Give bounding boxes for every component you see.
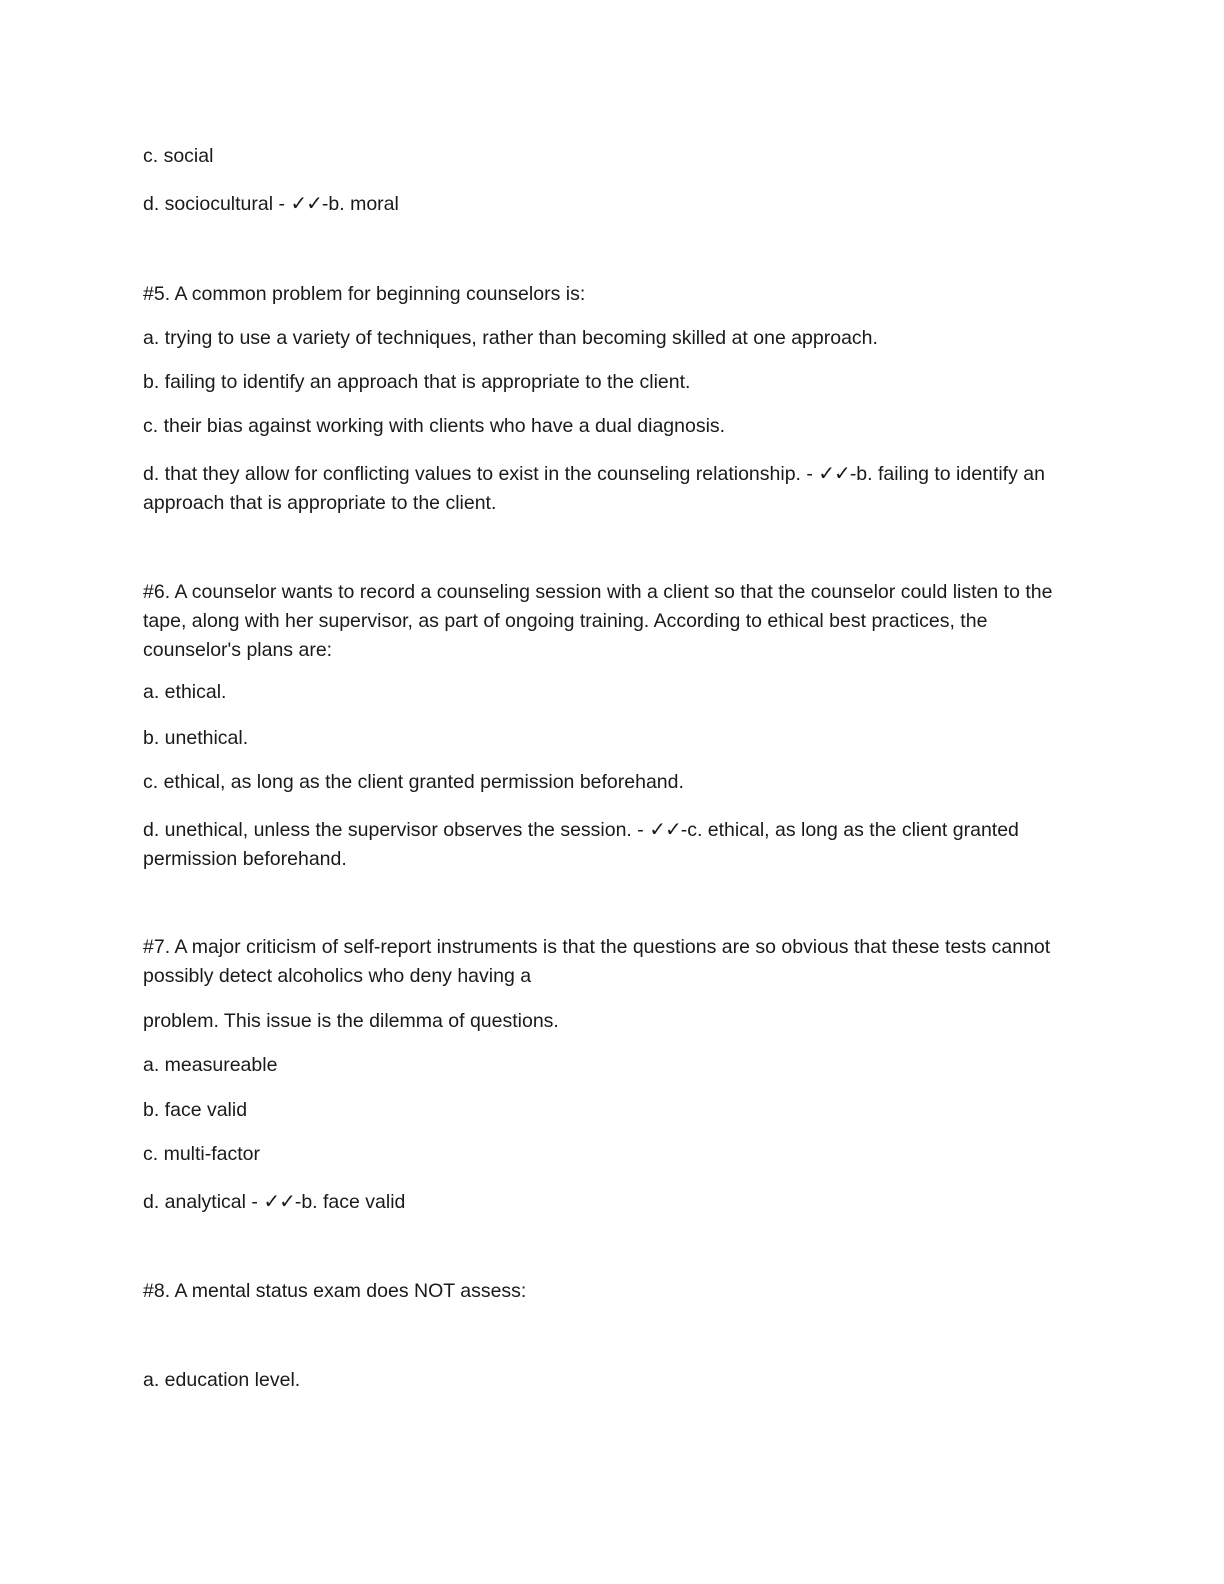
q8-question: #8. A mental status exam does NOT assess: bbox=[143, 1280, 527, 1302]
q5-option-d-text: d. that they allow for conflicting values to exist in the counseling relationship. - bbox=[143, 463, 819, 485]
double-check-icon: ✓✓ bbox=[818, 461, 850, 485]
q5-option-c: c. their bias against working with clients who have a dual diagnosis. bbox=[143, 415, 726, 437]
q5-option-a: a. trying to use a variety of techniques, rather than becoming skilled at one approach. bbox=[143, 327, 878, 349]
q7-option-d-answer bbox=[143, 1187, 1083, 1217]
double-check-icon: ✓✓ bbox=[263, 1189, 295, 1213]
q6-question: #6. A counselor wants to record a counseling session with a client so that the counselor could listen to the tape, along with her supervisor, as part of ongoing training. According to ethical best practices, the counselor's plans are: bbox=[143, 581, 1053, 661]
q7-option-a: a. measureable bbox=[143, 1054, 278, 1076]
q4-option-d-text: d. sociocultural - bbox=[143, 193, 291, 215]
q7-option-c: c. multi-factor bbox=[143, 1143, 261, 1165]
q5-option-b: b. failing to identify an approach that is appropriate to the client. bbox=[143, 371, 691, 393]
q4-option-d-answer bbox=[143, 189, 1083, 219]
q5-option-d-answer bbox=[143, 459, 1083, 518]
q7-answer-text: -b. face valid bbox=[294, 1191, 406, 1213]
q5-question: #5. A common problem for beginning counselors is: bbox=[143, 283, 586, 305]
q5-answer-text: -b. failing to identify an approach that is appropriate to the client. bbox=[143, 463, 1045, 514]
q4-option-c: c. social bbox=[143, 145, 214, 167]
q6-answer-text: -c. ethical, as long as the client granted permission beforehand. bbox=[143, 819, 1019, 870]
q7-option-b: b. face valid bbox=[143, 1099, 248, 1121]
q4-answer-text: -b. moral bbox=[321, 193, 399, 215]
q7-option-d-text: d. analytical - bbox=[143, 1191, 264, 1213]
q6-option-d-text: d. unethical, unless the supervisor observes the session. - bbox=[143, 819, 650, 841]
q6-option-d-answer bbox=[143, 815, 1083, 874]
q7-question-continued: problem. This issue is the dilemma of questions. bbox=[143, 1010, 559, 1032]
double-check-icon: ✓✓ bbox=[290, 191, 322, 215]
double-check-icon: ✓✓ bbox=[649, 817, 681, 841]
q6-option-a: a. ethical. bbox=[143, 681, 227, 703]
q6-option-c: c. ethical, as long as the client granted permission beforehand. bbox=[143, 771, 684, 793]
q6-option-b: b. unethical. bbox=[143, 727, 249, 749]
q7-question: #7. A major criticism of self-report instruments is that the questions are so obvious that these tests cannot possibly detect alcoholics who deny having a bbox=[143, 936, 1051, 987]
q8-option-a: a. education level. bbox=[143, 1369, 301, 1391]
